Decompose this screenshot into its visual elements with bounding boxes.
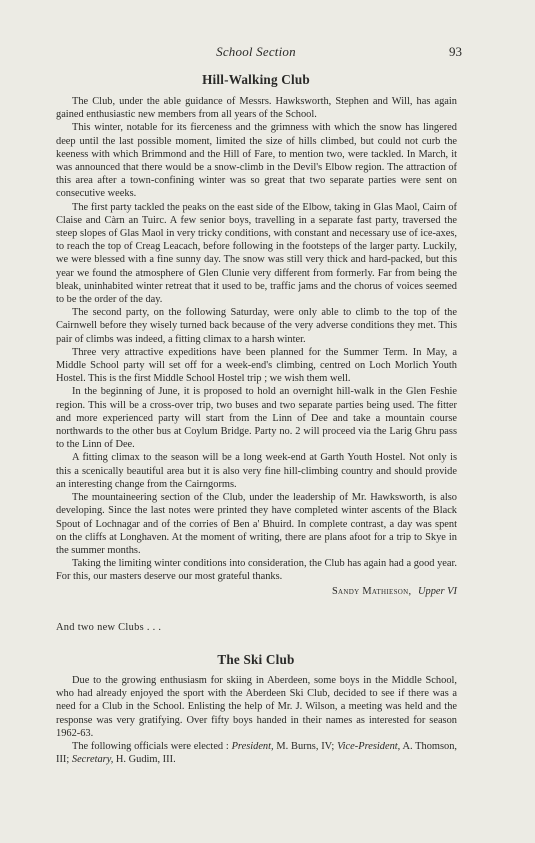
ski-club-article <box>56 674 457 766</box>
paragraph: Three very attractive expeditions have been planned for the Summer Term. In May, a Middle School party will set off for a week-end's climbing, centred on Loch Morlich Youth Hostel. This is the first Middle School Hostel trip ; we wish them well. <box>56 346 457 385</box>
paragraph: The Club, under the able guidance of Messrs. Hawksworth, Stephen and Will, has again gained enthusiastic new members from all years of the School. <box>56 96 457 121</box>
paragraph: The second party, on the following Saturday, were only able to climb to the top of the Cairnwell before they wisely turned back because of the very adverse conditions they met. This pair of climbs was indeed, a fitting climax to a harsh winter. <box>56 307 457 345</box>
running-head <box>56 44 462 60</box>
author-signature <box>56 585 457 598</box>
author-form: Upper VI <box>418 585 457 597</box>
official-name: A. Thomson, III; <box>56 741 458 766</box>
official-role: President, <box>231 741 274 753</box>
officials-intro: The following officials were elected : <box>72 741 232 753</box>
page-number: 93 <box>449 44 462 59</box>
paragraph: In the beginning of June, it is proposed to hold an overnight hill-walk in the Glen Feshie region. This will be a cross-over trip, two buses and two separate parties being used. The fitter and more experienced party will start from the Linn of Dee and take a mountain course northwards to the other bus at Coylum Bridge. Party no. 2 will proceed via the Larig Ghru pass to the Linn of Dee. <box>56 386 457 451</box>
official-role: Secretary, <box>71 754 114 766</box>
running-title: School Section <box>216 44 296 59</box>
hill-walking-heading: Hill-Walking Club <box>202 72 310 87</box>
paragraph: This winter, notable for its fierceness and the grimness with which the snow has lingered deep until the last possible moment, limited the size of hills climbed, but could not curb the keeness with which Brimmond and the Hill of Fare, to mention two, were tackled. In March, it was announced that there would be a snow-climb in the Devil's Elbow region. The attraction of this area after a town-confining winter was so great that two separate parties were sent on consecutive weeks. <box>56 122 457 200</box>
official-name: M. Burns, IV; <box>273 741 338 753</box>
author-name: Sandy Mathieson, <box>331 585 412 597</box>
paragraph: The first party tackled the peaks on the east side of the Elbow, taking in Glas Maol, Cairn of Claise and Càrn an Tuirc. A few senior boys, travelling in a separate fast party, traversed the steep slopes of Glas Maol in very tricky conditions, with constant and necessary use of ice-axes, to reach the top of Creag Leacach, before following in the footsteps of the larger party. Luckily, we were blessed with a fine sunny day. The snow was still very thick and hard-packed, but this year we found the atmosphere of Glen Clunie very different from formerly. Far from being the bleak, uninhabited winter retreat that it used to be, traffic jams and the chorus of voices seemed to be the order of the day. <box>56 201 457 306</box>
ski-club-heading: The Ski Club <box>217 652 295 667</box>
paragraph: Taking the limiting winter conditions into consideration, the Club has again had a good year. For this, our masters deserve our most grateful thanks. <box>56 558 457 583</box>
interlude-line: And two new Clubs . . . <box>56 622 162 633</box>
paragraph: The mountaineering section of the Club, under the leadership of Mr. Hawksworth, is also developing. Since the last notes were printed they have completed winter ascents of the Black Spout of Lochnagar and of the corries of Ben a' Bhuird. In complete contrast, a day was spent on the cliffs at Longhaven. At the moment of writing, there are plans afoot for a trip to Skye in the summer months. <box>56 492 457 556</box>
officials-paragraph <box>56 740 457 766</box>
paragraph: Due to the growing enthusiasm for skiing in Aberdeen, some boys in the Middle School, who had already enjoyed the sport with the Aberdeen Ski Club, decided to see if there was a need for a Club in the School. Enlisting the help of Mr. J. Wilson, a meeting was held and the response was very gratifying. Over fifty boys handed in their names as interested for season 1962-63. <box>56 675 457 739</box>
official-name: H. Gudim, III. <box>113 754 176 766</box>
hill-walking-article <box>56 95 457 598</box>
official-role: Vice-President, <box>337 741 401 753</box>
paragraph: A fitting climax to the season will be a long week-end at Garth Youth Hostel. Not only is this a scenically beautiful area but it is also very fine hill-climbing country and should provide an interesting change from the Cairngorms. <box>56 452 457 490</box>
